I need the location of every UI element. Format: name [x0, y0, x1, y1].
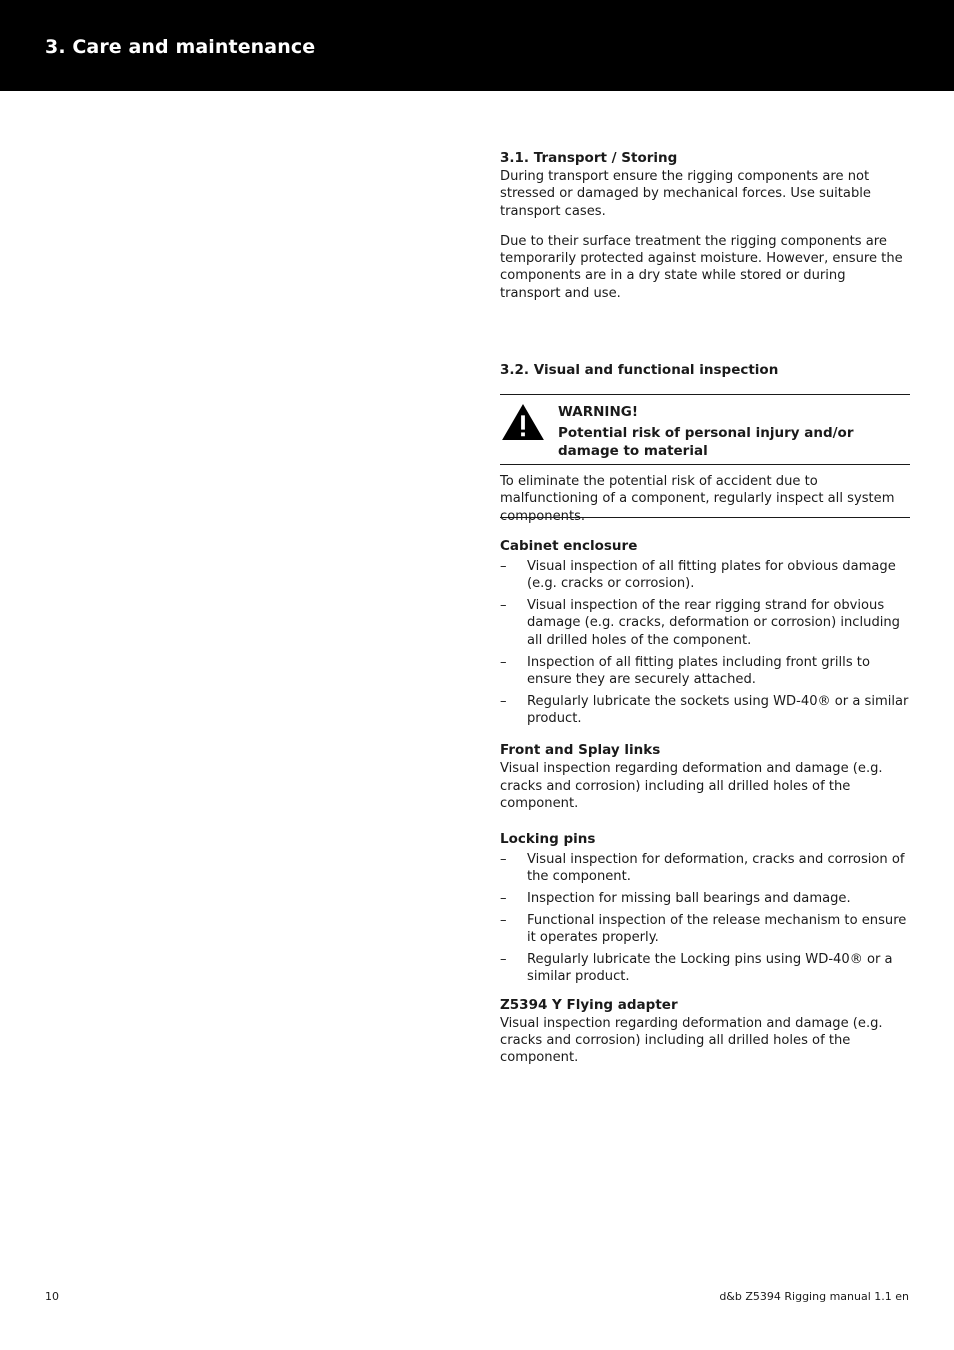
warning-heading	[558, 403, 910, 460]
links-heading: Front and Splay links	[500, 742, 661, 759]
pins-list	[500, 851, 910, 986]
list-dash: –	[500, 913, 507, 929]
list-dash: –	[500, 559, 507, 575]
transport-paragraph-1: During transport ensure the rigging components are not stressed or damaged by mechanical forces. Use suitable transport cases.	[500, 169, 871, 219]
pins-heading: Locking pins	[500, 831, 596, 848]
warning-title: Potential risk of personal injury and/or damage to material	[558, 425, 854, 460]
links-text: Visual inspection regarding deformation and damage (e.g. cracks and corrosion) including all drilled holes of the component.	[500, 761, 883, 811]
list-dash: –	[500, 598, 507, 614]
list-dash: –	[500, 891, 507, 907]
page-number: 10	[45, 1290, 59, 1303]
page-title: 3. Care and maintenance	[45, 36, 316, 58]
list-dash: –	[500, 693, 507, 709]
list-item: – Visual inspection of the rear rigging strand for obvious damage (e.g. cracks, deformation or corrosion) including all drilled holes of the component.	[500, 598, 900, 648]
list-dash: –	[500, 654, 507, 670]
list-item: – Visual inspection for deformation, cracks and corrosion of the component.	[500, 852, 905, 885]
warning-body	[500, 464, 910, 524]
list-dash: –	[500, 852, 507, 868]
warning-text: To eliminate the potential risk of accident due to malfunctioning of a component, regularly inspect all system components.	[500, 474, 895, 524]
document-title: d&b Z5394 Rigging manual 1.1 en	[719, 1290, 909, 1303]
section-heading-inspection: 3.2. Visual and functional inspection	[500, 362, 779, 379]
warning-label: WARNING!	[558, 404, 638, 421]
list-item: – Functional inspection of the release mechanism to ensure it operates properly.	[500, 913, 907, 946]
transport-paragraph-2: Due to their surface treatment the rigging components are temporarily protected against moisture. However, ensure the components are in a dry state while stored or during transport and use.	[500, 233, 903, 301]
list-item: – Visual inspection of all fitting plates for obvious damage (e.g. cracks or corrosion).	[500, 559, 896, 592]
cabinet-list	[500, 558, 910, 727]
list-item: – Inspection for missing ball bearings and damage.	[500, 891, 851, 907]
list-item: – Regularly lubricate the Locking pins using WD-40® or a similar product.	[500, 952, 893, 985]
adapter-text: Visual inspection regarding deformation and damage (e.g. cracks and corrosion) including all drilled holes of the component.	[500, 1015, 883, 1066]
warning-triangle-icon	[500, 403, 546, 441]
section-heading-transport: 3.1. Transport / Storing	[500, 150, 678, 166]
header-bar	[0, 0, 954, 91]
list-item: – Regularly lubricate the sockets using WD-40® or a similar product.	[500, 693, 909, 726]
list-dash: –	[500, 952, 507, 968]
list-item: – Inspection of all fitting plates including front grills to ensure they are securely attached.	[500, 654, 870, 687]
main-content	[500, 150, 910, 1067]
adapter-heading: Z5394 Y Flying adapter	[500, 996, 678, 1013]
cabinet-heading: Cabinet enclosure	[500, 538, 638, 555]
warning-box	[500, 394, 910, 464]
